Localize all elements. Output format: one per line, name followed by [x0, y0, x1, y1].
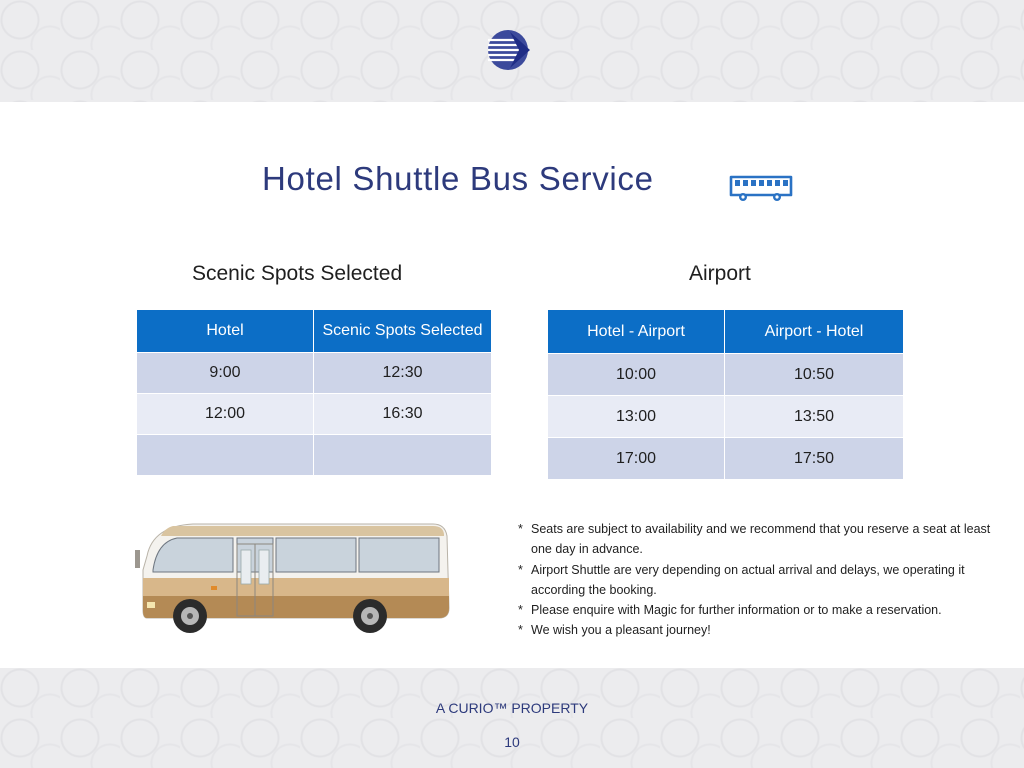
table-cell — [137, 435, 314, 476]
table-cell: 13:50 — [725, 396, 904, 438]
table-row — [548, 438, 904, 480]
column-header: Hotel - Airport — [548, 310, 725, 354]
table-cell: 12:30 — [314, 353, 492, 394]
table-header-row — [137, 310, 492, 353]
brand-text: A CURIO™ PROPERTY — [435, 700, 589, 716]
table-cell: 10:50 — [725, 354, 904, 396]
airport-heading: Airport — [689, 262, 751, 285]
table-cell: 10:00 — [548, 354, 725, 396]
scenic-schedule-table — [136, 309, 492, 476]
table-cell — [314, 435, 492, 476]
footer-brand — [0, 700, 1024, 716]
table-cell: 13:00 — [548, 396, 725, 438]
bus-icon — [728, 172, 794, 204]
table-row — [548, 396, 904, 438]
column-header: Airport - Hotel — [725, 310, 904, 354]
list-item: * We wish you a pleasant journey! — [518, 620, 1014, 640]
shuttle-bus-illustration — [133, 520, 453, 638]
notes-list — [518, 519, 1014, 641]
column-header: Hotel — [137, 310, 314, 353]
list-item: * Please enquire with Magic for further information or to make a reservation. — [518, 600, 1014, 620]
table-cell: 17:50 — [725, 438, 904, 480]
page-number: 10 — [504, 734, 520, 750]
table-cell: 12:00 — [137, 394, 314, 435]
curio-logo-icon — [486, 26, 534, 74]
scenic-heading: Scenic Spots Selected — [192, 262, 403, 285]
table-header-row — [548, 310, 904, 354]
table-row — [137, 394, 492, 435]
airport-schedule-table — [547, 309, 904, 480]
list-item: * Seats are subject to availability and we recommend that you reserve a seat at least one day in advance. — [518, 519, 1014, 560]
footer-band — [0, 668, 1024, 768]
table-cell: 17:00 — [548, 438, 725, 480]
table-cell: 16:30 — [314, 394, 492, 435]
page-title: Hotel Shuttle Bus Service — [262, 160, 654, 197]
table-row — [548, 354, 904, 396]
table-row — [137, 353, 492, 394]
table-row — [137, 435, 492, 476]
column-header: Scenic Spots Selected — [314, 310, 492, 353]
table-cell: 9:00 — [137, 353, 314, 394]
list-item: * Airport Shuttle are very depending on actual arrival and delays, we operating it according the booking. — [518, 560, 1014, 601]
